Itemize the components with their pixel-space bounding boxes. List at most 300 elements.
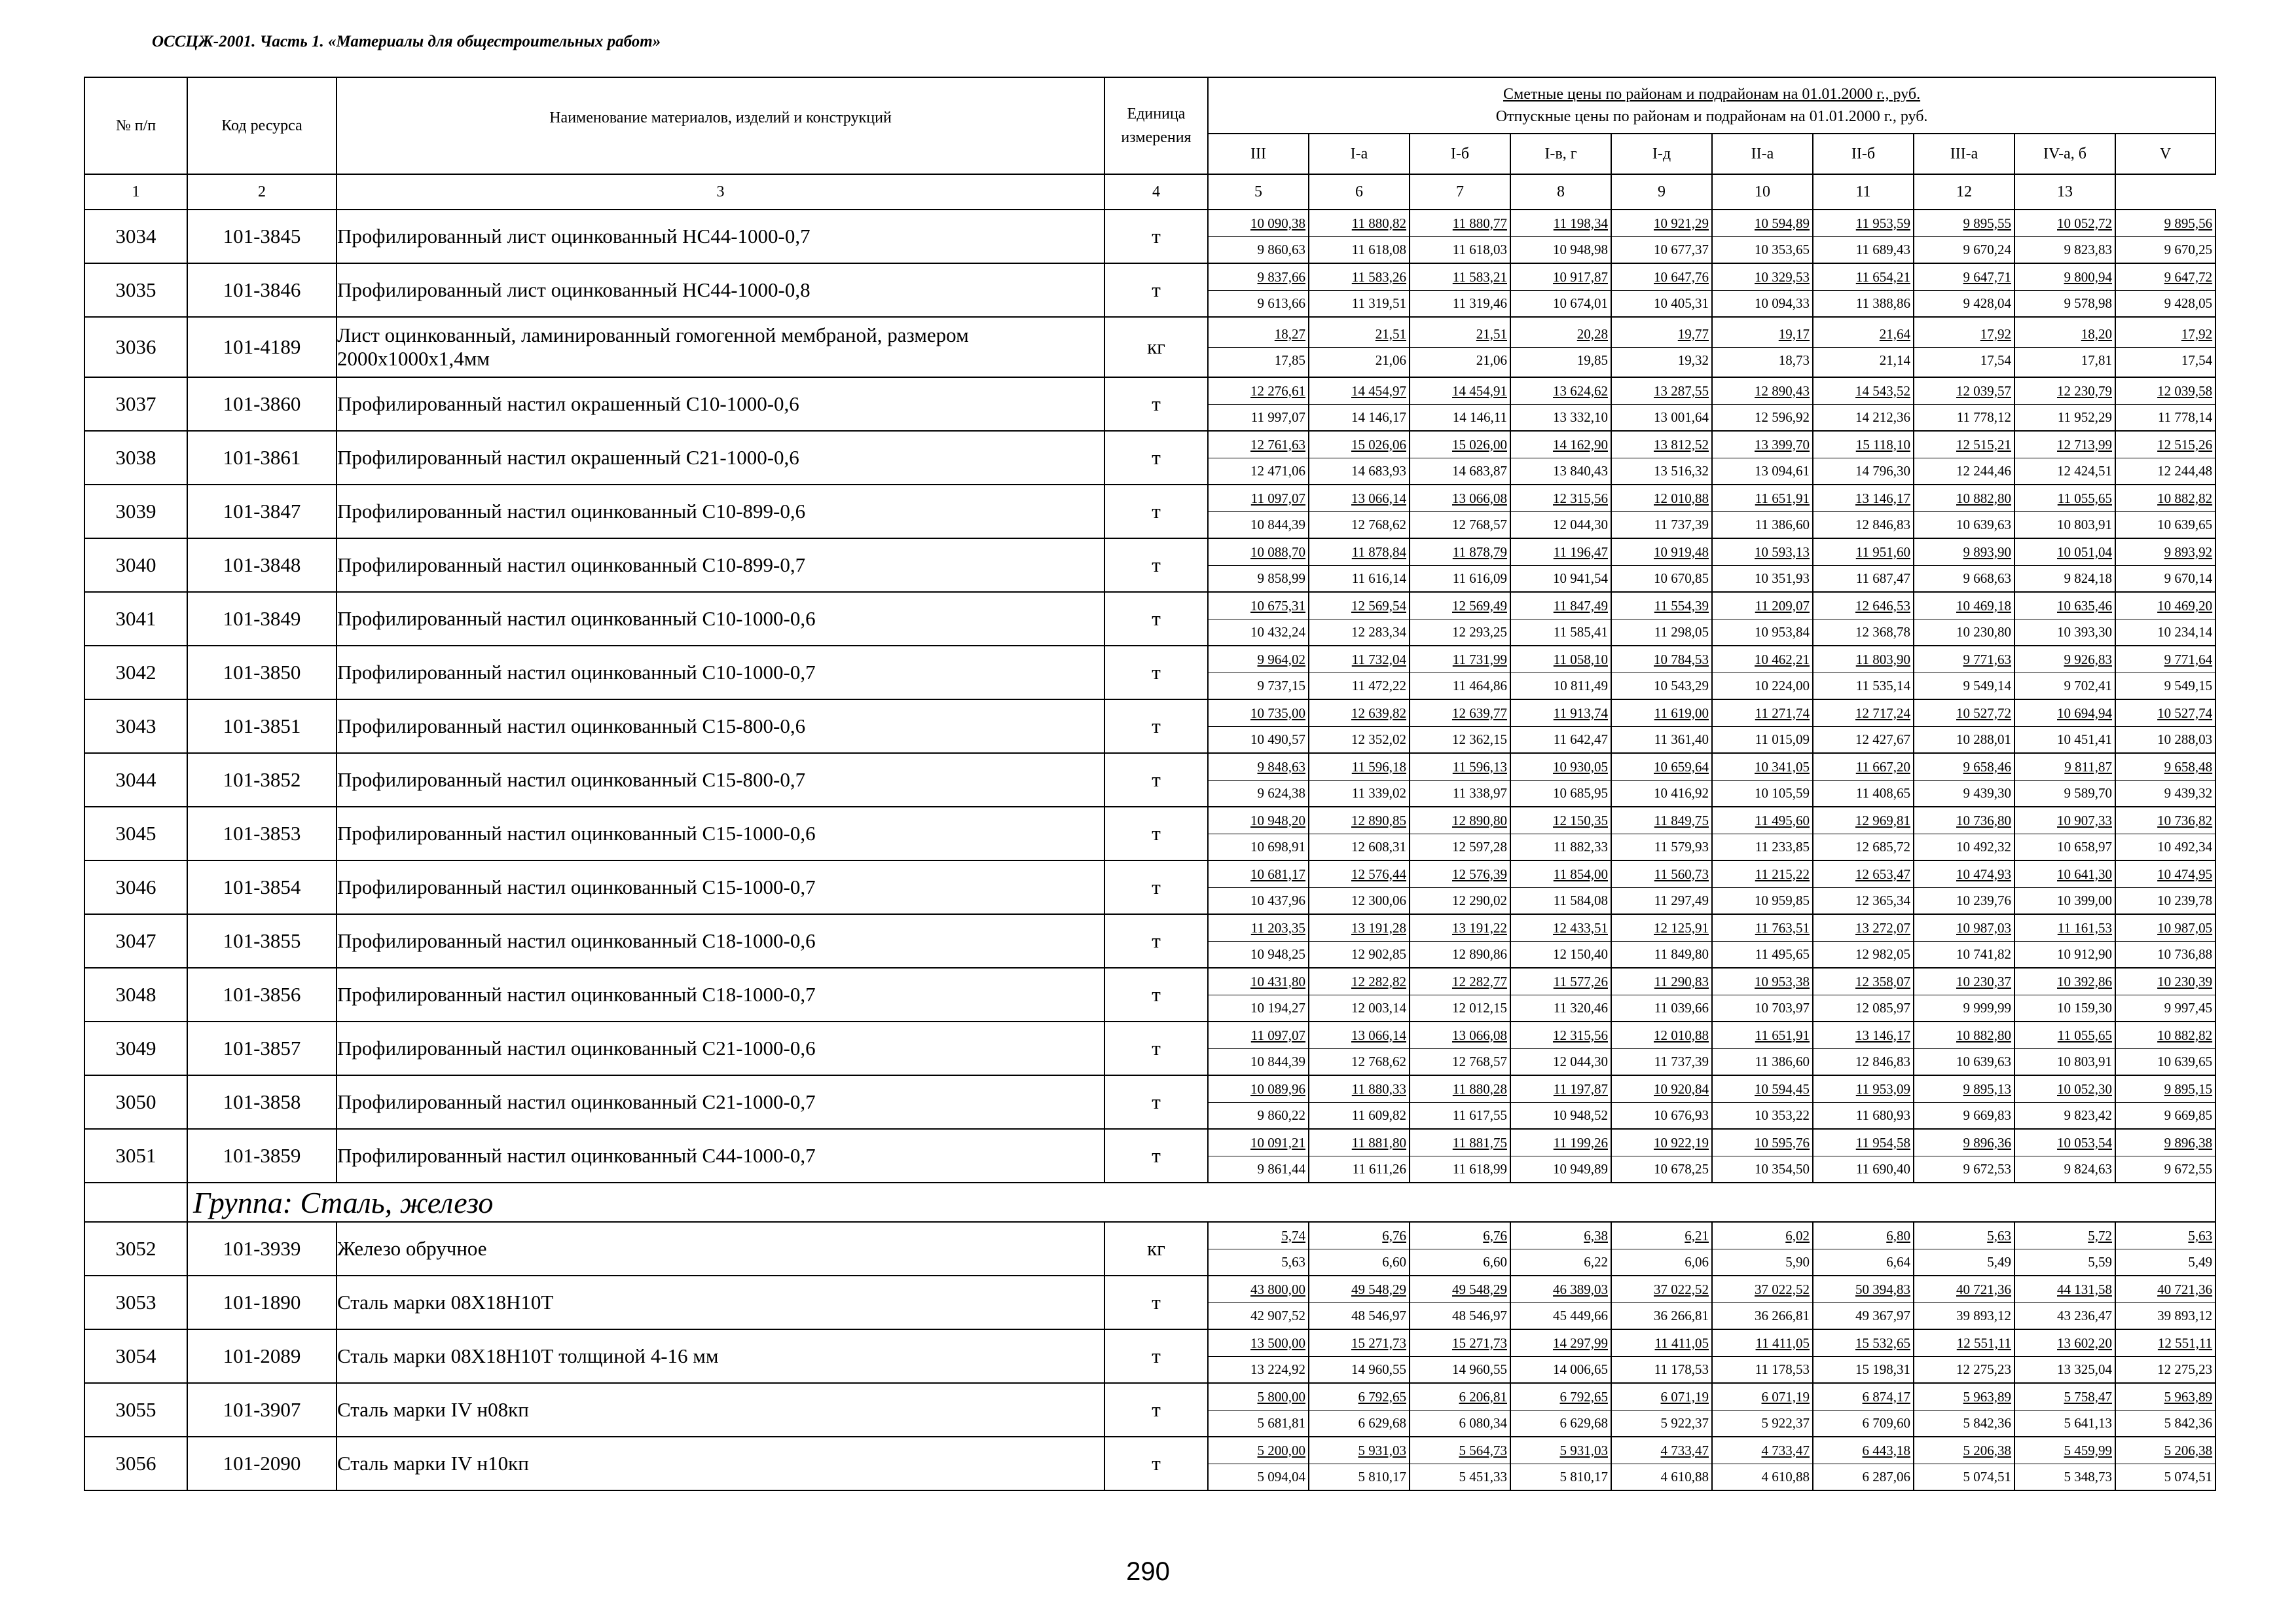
price-cell	[1712, 263, 1813, 317]
release-price: 12 290,02	[1410, 887, 1510, 913]
release-price: 6,22	[1511, 1249, 1611, 1275]
release-price: 11 178,53	[1612, 1356, 1711, 1382]
estimate-price: 12 551,11	[1956, 1335, 2011, 1351]
estimate-price: 6 792,65	[1358, 1388, 1406, 1405]
price-cell	[2115, 1329, 2215, 1383]
release-price: 10 159,30	[2015, 995, 2115, 1021]
release-price: 9 672,55	[2116, 1156, 2215, 1182]
price-cell	[1208, 753, 1309, 807]
price-cell	[1410, 1129, 1510, 1183]
price-cell	[2115, 431, 2215, 485]
estimate-price: 9 771,63	[1963, 651, 2011, 667]
estimate-price: 11 881,75	[1452, 1134, 1507, 1151]
price-cell	[1309, 753, 1410, 807]
table-row	[84, 807, 2215, 860]
price-cell	[1410, 538, 1510, 592]
table-row	[84, 263, 2215, 317]
release-price: 9 737,15	[1209, 673, 1308, 699]
unit-of-measure: т	[1104, 1329, 1208, 1383]
release-price: 11 997,07	[1209, 404, 1308, 430]
price-cell	[1510, 377, 1611, 431]
release-price: 9 860,22	[1209, 1102, 1308, 1128]
unit-of-measure: т	[1104, 914, 1208, 968]
estimate-price: 5 931,03	[1559, 1442, 1608, 1458]
price-cell	[1611, 807, 1712, 860]
release-price: 21,14	[1813, 347, 1913, 373]
price-cell	[1914, 538, 2014, 592]
release-price: 13 001,64	[1612, 404, 1711, 430]
estimate-price: 19,17	[1778, 325, 1810, 342]
price-cell	[1611, 431, 1712, 485]
row-number: 3052	[84, 1222, 187, 1276]
estimate-price: 10 882,80	[1956, 1027, 2011, 1043]
release-price: 11 233,85	[1713, 834, 1812, 860]
header-column-number: 10	[1712, 174, 1813, 210]
estimate-price: 11 583,21	[1452, 268, 1507, 285]
price-cell	[1813, 538, 1914, 592]
estimate-price: 10 462,21	[1755, 651, 1810, 667]
price-cell	[1510, 1022, 1611, 1075]
release-price: 9 858,99	[1209, 565, 1308, 591]
release-price: 11 585,41	[1511, 619, 1611, 645]
resource-code: 101-3849	[187, 592, 337, 646]
release-price: 5 451,33	[1410, 1464, 1510, 1490]
price-cell	[1914, 1276, 2014, 1329]
price-cell	[2014, 1022, 2115, 1075]
unit-of-measure: т	[1104, 1022, 1208, 1075]
price-cell	[1208, 968, 1309, 1022]
release-price: 36 266,81	[1612, 1302, 1711, 1329]
estimate-price: 10 953,38	[1755, 973, 1810, 989]
price-cell	[2014, 860, 2115, 914]
price-cell	[1611, 1222, 1712, 1276]
release-price: 12 244,46	[1914, 458, 2014, 484]
estimate-price: 11 596,13	[1452, 758, 1507, 775]
price-cell	[1510, 753, 1611, 807]
resource-code: 101-3850	[187, 646, 337, 699]
estimate-price: 10 921,29	[1654, 215, 1709, 231]
release-price: 10 451,41	[2015, 726, 2115, 752]
estimate-price: 11 199,26	[1553, 1134, 1608, 1151]
release-price: 11 611,26	[1309, 1156, 1409, 1182]
release-price: 10 685,95	[1511, 780, 1611, 806]
release-price: 11 319,51	[1309, 290, 1409, 316]
release-price: 11 952,29	[2015, 404, 2115, 430]
estimate-price: 11 203,35	[1250, 919, 1305, 936]
estimate-price: 10 659,64	[1654, 758, 1709, 775]
price-cell	[1813, 1383, 1914, 1437]
release-price: 10 437,96	[1209, 887, 1308, 913]
estimate-price: 10 594,89	[1755, 215, 1810, 231]
price-cell	[2115, 1383, 2215, 1437]
estimate-price: 9 658,48	[2164, 758, 2213, 775]
table-row	[84, 1329, 2215, 1383]
estimate-price: 11 560,73	[1654, 866, 1709, 882]
estimate-price: 15 271,73	[1351, 1335, 1406, 1351]
estimate-price: 10 681,17	[1250, 866, 1305, 882]
material-name: Профилированный настил оцинкованный С10-899-0,7	[337, 538, 1104, 592]
price-cell	[1914, 1329, 2014, 1383]
release-price: 10 844,39	[1209, 1048, 1308, 1075]
estimate-price: 10 948,20	[1250, 812, 1305, 828]
release-price: 39 893,12	[1914, 1302, 2014, 1329]
estimate-price: 11 854,00	[1553, 866, 1608, 882]
price-cell	[1611, 699, 1712, 753]
estimate-price: 10 882,80	[1956, 490, 2011, 506]
unit-of-measure: кг	[1104, 1222, 1208, 1276]
release-price: 10 639,65	[2116, 511, 2215, 538]
price-cell	[1611, 592, 1712, 646]
estimate-price: 15 118,10	[1855, 436, 1910, 452]
table-row	[84, 1383, 2215, 1437]
release-price: 6 287,06	[1813, 1464, 1913, 1490]
price-cell	[1309, 807, 1410, 860]
estimate-price: 12 282,77	[1452, 973, 1507, 989]
estimate-price: 11 731,99	[1452, 651, 1507, 667]
estimate-price: 15 271,73	[1452, 1335, 1507, 1351]
price-cell	[1510, 1329, 1611, 1383]
estimate-price: 11 953,59	[1855, 215, 1910, 231]
material-name: Профилированный настил оцинкованный С18-1000-0,6	[337, 914, 1104, 968]
estimate-price: 18,27	[1274, 325, 1305, 342]
release-price: 49 367,97	[1813, 1302, 1913, 1329]
price-cell	[1914, 699, 2014, 753]
table-row	[84, 1437, 2215, 1490]
release-price: 9 439,30	[1914, 780, 2014, 806]
estimate-price: 5 931,03	[1358, 1442, 1406, 1458]
estimate-price: 4 733,47	[1761, 1442, 1810, 1458]
release-price: 10 353,65	[1713, 236, 1812, 263]
release-price: 9 613,66	[1209, 290, 1308, 316]
price-cell	[1813, 1437, 1914, 1490]
estimate-price: 11 954,58	[1855, 1134, 1910, 1151]
estimate-price: 9 895,15	[2164, 1080, 2213, 1097]
estimate-price: 12 039,57	[1956, 382, 2011, 399]
release-price: 12 293,25	[1410, 619, 1510, 645]
price-cell	[1813, 699, 1914, 753]
material-name: Профилированный лист оцинкованный НС44-1000-0,8	[337, 263, 1104, 317]
row-number: 3048	[84, 968, 187, 1022]
price-cell	[2014, 1222, 2115, 1276]
estimate-price: 11 913,74	[1553, 705, 1608, 721]
material-name: Профилированный настил оцинкованный С15-800-0,7	[337, 753, 1104, 807]
unit-of-measure: т	[1104, 860, 1208, 914]
price-cell	[1712, 1022, 1813, 1075]
estimate-price: 10 052,72	[2057, 215, 2112, 231]
price-cell	[1510, 317, 1611, 377]
resource-code: 101-3861	[187, 431, 337, 485]
price-cell	[2014, 914, 2115, 968]
release-price: 9 670,24	[1914, 236, 2014, 263]
price-cell	[1611, 914, 1712, 968]
estimate-price: 9 895,55	[1963, 215, 2011, 231]
estimate-price: 13 146,17	[1855, 1027, 1910, 1043]
unit-of-measure: т	[1104, 1383, 1208, 1437]
release-price: 10 490,57	[1209, 726, 1308, 752]
header-prices-release: Отпускные цены по районам и подрайонам на 01.01.2000 г., руб.	[1495, 108, 1928, 125]
price-cell	[1813, 968, 1914, 1022]
estimate-price: 6 206,81	[1459, 1388, 1507, 1405]
estimate-price: 12 890,85	[1351, 812, 1406, 828]
estimate-price: 10 930,05	[1553, 758, 1608, 775]
unit-of-measure: т	[1104, 646, 1208, 699]
price-cell	[1208, 485, 1309, 538]
group-row-blank	[84, 1183, 187, 1222]
price-cell	[1410, 377, 1510, 431]
estimate-price: 12 315,56	[1553, 1027, 1608, 1043]
estimate-price: 5 206,38	[2164, 1442, 2213, 1458]
release-price: 9 997,45	[2116, 995, 2215, 1021]
release-price: 12 150,40	[1511, 941, 1611, 967]
row-number: 3039	[84, 485, 187, 538]
estimate-price: 9 647,72	[2164, 268, 2213, 285]
estimate-price: 6 792,65	[1559, 1388, 1608, 1405]
release-price: 15 198,31	[1813, 1356, 1913, 1382]
estimate-price: 12 551,11	[2157, 1335, 2213, 1351]
estimate-price: 13 287,55	[1654, 382, 1709, 399]
resource-code: 101-3859	[187, 1129, 337, 1183]
release-price: 10 194,27	[1209, 995, 1308, 1021]
release-price: 45 449,66	[1511, 1302, 1611, 1329]
release-price: 10 639,65	[2116, 1048, 2215, 1075]
release-price: 4 610,88	[1713, 1464, 1812, 1490]
table-row	[84, 210, 2215, 263]
estimate-price: 10 392,86	[2057, 973, 2112, 989]
price-cell	[1813, 1276, 1914, 1329]
release-price: 10 811,49	[1511, 673, 1611, 699]
estimate-price: 14 543,52	[1855, 382, 1910, 399]
release-price: 14 796,30	[1813, 458, 1913, 484]
release-price: 10 405,31	[1612, 290, 1711, 316]
release-price: 9 999,99	[1914, 995, 2014, 1021]
estimate-price: 12 358,07	[1855, 973, 1910, 989]
price-cell	[1611, 1075, 1712, 1129]
estimate-price: 10 882,82	[2157, 490, 2213, 506]
release-price: 11 388,86	[1813, 290, 1913, 316]
release-price: 9 428,04	[1914, 290, 2014, 316]
price-cell	[1309, 1129, 1410, 1183]
unit-of-measure: т	[1104, 1129, 1208, 1183]
row-number: 3055	[84, 1383, 187, 1437]
release-price: 11 472,22	[1309, 673, 1409, 699]
price-cell	[2115, 914, 2215, 968]
estimate-price: 13 066,08	[1452, 1027, 1507, 1043]
resource-code: 101-3858	[187, 1075, 337, 1129]
estimate-price: 10 052,30	[2057, 1080, 2112, 1097]
release-price: 12 597,28	[1410, 834, 1510, 860]
material-name: Сталь марки 08Х18Н10Т	[337, 1276, 1104, 1329]
price-cell	[1410, 807, 1510, 860]
header-column-number: 5	[1208, 174, 1309, 210]
estimate-price: 12 230,79	[2057, 382, 2112, 399]
price-cell	[1309, 699, 1410, 753]
release-price: 11 464,86	[1410, 673, 1510, 699]
release-price: 10 670,85	[1612, 565, 1711, 591]
release-price: 11 680,93	[1813, 1102, 1913, 1128]
release-price: 12 427,67	[1813, 726, 1913, 752]
price-cell	[1309, 210, 1410, 263]
release-price: 10 230,80	[1914, 619, 2014, 645]
release-price: 18,73	[1713, 347, 1812, 373]
release-price: 12 768,57	[1410, 511, 1510, 538]
price-cell	[1510, 1129, 1611, 1183]
release-price: 10 959,85	[1713, 887, 1812, 913]
price-cell	[1712, 1129, 1813, 1183]
price-cell	[1208, 1329, 1309, 1383]
release-price: 12 044,30	[1511, 511, 1611, 538]
price-cell	[1813, 431, 1914, 485]
price-cell	[1510, 1222, 1611, 1276]
table-row	[84, 860, 2215, 914]
price-cell	[1208, 317, 1309, 377]
document-header-title: ОССЦЖ-2001. Часть 1. «Материалы для общестроительных работ»	[152, 33, 661, 50]
unit-of-measure: т	[1104, 699, 1208, 753]
estimate-price: 6,38	[1584, 1227, 1608, 1244]
release-price: 13 094,61	[1713, 458, 1812, 484]
estimate-price: 12 433,51	[1553, 919, 1608, 936]
release-price: 9 578,98	[2015, 290, 2115, 316]
header-region: V	[2115, 134, 2215, 174]
release-price: 13 224,92	[1209, 1356, 1308, 1382]
unit-of-measure: т	[1104, 1075, 1208, 1129]
release-price: 17,54	[1914, 347, 2014, 373]
row-number: 3042	[84, 646, 187, 699]
price-cell	[1309, 263, 1410, 317]
row-number: 3037	[84, 377, 187, 431]
price-cell	[1309, 377, 1410, 431]
release-price: 9 670,14	[2116, 565, 2215, 591]
estimate-price: 10 341,05	[1755, 758, 1810, 775]
estimate-price: 9 964,02	[1257, 651, 1305, 667]
price-cell	[1611, 263, 1712, 317]
unit-of-measure: т	[1104, 210, 1208, 263]
release-price: 11 609,82	[1309, 1102, 1409, 1128]
release-price: 11 617,55	[1410, 1102, 1510, 1128]
price-cell	[1813, 485, 1914, 538]
price-cell	[1914, 210, 2014, 263]
estimate-price: 4 733,47	[1660, 1442, 1709, 1458]
price-cell	[1712, 1437, 1813, 1490]
row-number: 3046	[84, 860, 187, 914]
resource-code: 101-3907	[187, 1383, 337, 1437]
price-cell	[1208, 1022, 1309, 1075]
release-price: 5,49	[2116, 1249, 2215, 1275]
estimate-price: 10 641,30	[2057, 866, 2112, 882]
release-price: 5 681,81	[1209, 1410, 1308, 1436]
price-cell	[1510, 431, 1611, 485]
price-cell	[1309, 1329, 1410, 1383]
release-price: 39 893,12	[2116, 1302, 2215, 1329]
price-cell	[1510, 860, 1611, 914]
estimate-price: 5,74	[1281, 1227, 1305, 1244]
price-cell	[2014, 699, 2115, 753]
estimate-price: 11 619,00	[1654, 705, 1709, 721]
price-cell	[1712, 1276, 1813, 1329]
release-price: 6 629,68	[1309, 1410, 1409, 1436]
price-cell	[1611, 377, 1712, 431]
price-cell	[2115, 860, 2215, 914]
price-cell	[1410, 485, 1510, 538]
release-price: 12 275,23	[2116, 1356, 2215, 1382]
release-price: 12 768,57	[1410, 1048, 1510, 1075]
release-price: 5 810,17	[1309, 1464, 1409, 1490]
release-price: 10 239,78	[2116, 887, 2215, 913]
price-cell	[2115, 485, 2215, 538]
resource-code: 101-3845	[187, 210, 337, 263]
estimate-price: 9 926,83	[2064, 651, 2112, 667]
estimate-price: 11 849,75	[1654, 812, 1709, 828]
price-cell	[1410, 1022, 1510, 1075]
header-column-number: 4	[1104, 174, 1208, 210]
release-price: 10 949,89	[1511, 1156, 1611, 1182]
release-price: 6,60	[1410, 1249, 1510, 1275]
estimate-price: 46 389,03	[1553, 1281, 1608, 1297]
release-price: 9 823,42	[2015, 1102, 2115, 1128]
release-price: 12 300,06	[1309, 887, 1409, 913]
estimate-price: 13 191,28	[1351, 919, 1406, 936]
estimate-price: 11 055,65	[2057, 490, 2112, 506]
release-price: 11 408,65	[1813, 780, 1913, 806]
release-price: 9 669,83	[1914, 1102, 2014, 1128]
price-cell	[2115, 1222, 2215, 1276]
price-cell	[1914, 431, 2014, 485]
price-cell	[1410, 699, 1510, 753]
release-price: 13 840,43	[1511, 458, 1611, 484]
price-cell	[1309, 538, 1410, 592]
estimate-price: 11 878,84	[1351, 544, 1406, 560]
price-cell	[1410, 1383, 1510, 1437]
price-cell	[1208, 377, 1309, 431]
price-cell	[1813, 1329, 1914, 1383]
estimate-price: 12 639,77	[1452, 705, 1507, 721]
estimate-price: 10 917,87	[1553, 268, 1608, 285]
estimate-price: 5,63	[1987, 1227, 2011, 1244]
estimate-price: 13 624,62	[1553, 382, 1608, 399]
release-price: 10 399,00	[2015, 887, 2115, 913]
estimate-price: 6 071,19	[1660, 1388, 1709, 1405]
release-price: 12 608,31	[1309, 834, 1409, 860]
release-price: 12 890,86	[1410, 941, 1510, 967]
estimate-price: 10 736,80	[1956, 812, 2011, 828]
estimate-price: 10 474,95	[2157, 866, 2213, 882]
estimate-price: 6,02	[1785, 1227, 1810, 1244]
price-cell	[2115, 263, 2215, 317]
release-price: 11 178,53	[1713, 1356, 1812, 1382]
price-cell	[1410, 1437, 1510, 1490]
material-name: Профилированный настил оцинкованный С21-1000-0,6	[337, 1022, 1104, 1075]
release-price: 11 778,14	[2116, 404, 2215, 430]
price-cell	[1309, 431, 1410, 485]
estimate-price: 11 215,22	[1755, 866, 1810, 882]
estimate-price: 12 717,24	[1855, 705, 1910, 721]
resource-code: 101-3855	[187, 914, 337, 968]
release-price: 10 639,63	[1914, 511, 2014, 538]
price-cell	[2115, 1075, 2215, 1129]
price-cell	[1510, 1383, 1611, 1437]
release-price: 12 283,34	[1309, 619, 1409, 645]
row-number: 3053	[84, 1276, 187, 1329]
price-cell	[1309, 1383, 1410, 1437]
header-region: I-а	[1309, 134, 1410, 174]
release-price: 10 948,25	[1209, 941, 1308, 967]
price-cell	[1813, 807, 1914, 860]
price-cell	[2014, 377, 2115, 431]
price-cell	[1712, 210, 1813, 263]
price-cell	[2115, 1276, 2215, 1329]
release-price: 12 902,85	[1309, 941, 1409, 967]
table-row	[84, 914, 2215, 968]
estimate-price: 11 495,60	[1755, 812, 1810, 828]
